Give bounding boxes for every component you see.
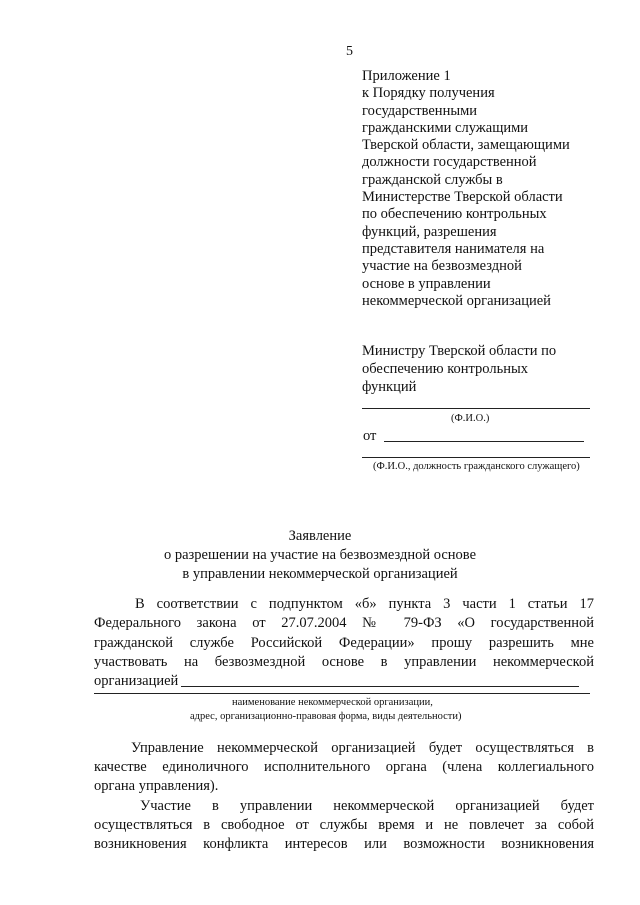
paragraph-line: гражданской службе Российской Федерации» прошу разрешить мне — [94, 635, 594, 651]
from-label: от — [363, 428, 377, 444]
organization-caption: адрес, организационно-правовая форма, виды деятельности) — [190, 711, 462, 722]
document-title — [0, 527, 640, 584]
organization-blank-line-2[interactable] — [94, 693, 590, 694]
fio-caption: (Ф.И.О.) — [451, 413, 490, 424]
addressee-line: обеспечению контрольных — [362, 361, 528, 377]
appendix-line: некоммерческой организацией — [362, 292, 551, 309]
from-blank-line-2[interactable] — [362, 457, 590, 458]
paragraph-line: осуществляться в свободное от службы время и не повлечет за собой — [94, 817, 594, 833]
appendix-line: гражданской службы в — [362, 171, 503, 188]
title-line: в управлении некоммерческой организацией — [182, 566, 458, 582]
appendix-line: представителя нанимателя на — [362, 240, 545, 257]
appendix-heading — [362, 68, 570, 310]
paragraph-line: органа управления). — [94, 778, 219, 794]
paragraph-line: Участие в управлении некоммерческой организацией будет — [140, 798, 594, 814]
paragraph-line: качестве единоличного исполнительного органа (члена коллегиального — [94, 759, 594, 775]
appendix-line: участие на безвозмездной — [362, 258, 522, 275]
appendix-line: должности государственной — [362, 154, 537, 171]
addressee-block — [362, 342, 556, 396]
organization-blank-line[interactable] — [181, 686, 579, 687]
paragraph-line: Федерального закона от 27.07.2004 № 79-ФЗ «О государственной — [94, 615, 594, 631]
paragraph-line: возникновения конфликта интересов или возможности возникновения — [94, 836, 594, 852]
paragraph-line: В соответствии с подпунктом «б» пункта 3 части 1 статьи 17 — [135, 596, 594, 612]
appendix-line: к Порядку получения — [362, 85, 495, 102]
appendix-line: Министерстве Тверской области — [362, 189, 563, 206]
appendix-line: по обеспечению контрольных — [362, 206, 547, 223]
appendix-line: государственными — [362, 102, 478, 119]
from-blank-line[interactable] — [384, 441, 584, 442]
title-line: о разрешении на участие на безвозмездной основе — [163, 547, 477, 563]
appendix-line: гражданскими служащими — [362, 119, 529, 136]
page-number: 5 — [346, 44, 353, 59]
organization-label: организацией — [94, 673, 179, 689]
appendix-line: Тверской области, замещающими — [362, 137, 570, 154]
organization-caption: наименование некоммерческой организации, — [232, 697, 433, 708]
from-caption: (Ф.И.О., должность гражданского служащего) — [373, 461, 580, 472]
paragraph-line: участвовать на безвозмездной основе в управлении некоммерческой — [94, 654, 594, 670]
appendix-line: Приложение 1 — [362, 68, 451, 84]
paragraph-line: Управление некоммерческой организацией будет осуществляться в — [131, 740, 594, 756]
appendix-line: функций, разрешения — [362, 223, 497, 240]
addressee-line: функций — [362, 379, 417, 395]
fio-blank-line[interactable] — [362, 408, 590, 409]
title-line: Заявление — [288, 528, 352, 544]
addressee-line: Министру Тверской области по — [362, 343, 557, 359]
appendix-line: основе в управлении — [362, 275, 491, 292]
